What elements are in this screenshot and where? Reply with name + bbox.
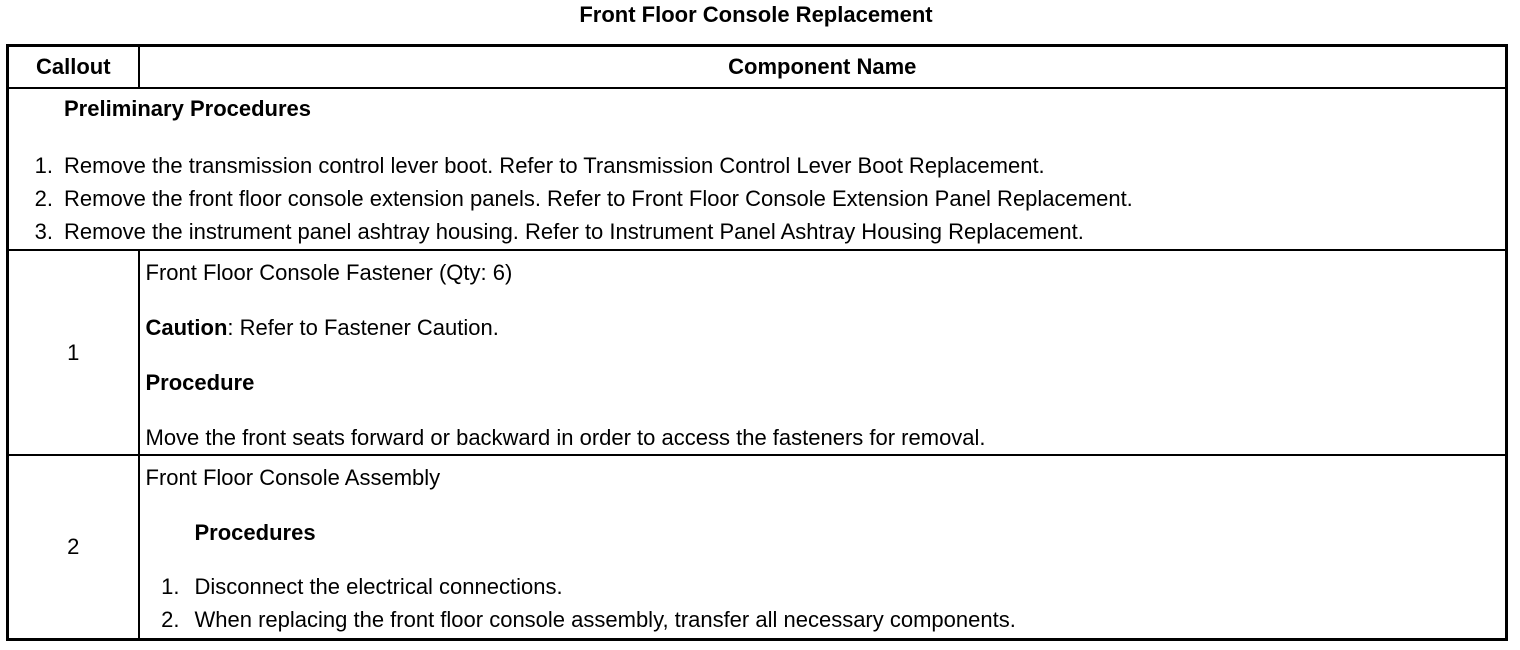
preliminary-step (9, 215, 1133, 248)
callout-header: Callout (8, 46, 139, 89)
step-text: Remove the front floor console extension panels. Refer to Front Floor Console Extension Panel Replacement. (64, 186, 1133, 211)
preliminary-step (9, 149, 1133, 182)
component-name: Front Floor Console Fastener (Qty: 6) (145, 260, 513, 285)
procedure-heading: Procedure (145, 370, 255, 395)
procedure-table (6, 44, 1508, 641)
step-number: 1. (34, 153, 53, 178)
component-name-header: Component Name (139, 46, 1507, 89)
step-number: 1. (161, 574, 180, 599)
procedures-heading: Procedures (194, 520, 316, 545)
step-number: 2. (34, 186, 53, 211)
preliminary-heading: Preliminary Procedures (64, 96, 312, 121)
component-cell (139, 455, 1507, 639)
preliminary-row (8, 88, 1507, 250)
caution-text: : Refer to Fastener Caution. (227, 315, 499, 340)
component-name: Front Floor Console Assembly (145, 465, 441, 490)
table-row (8, 455, 1507, 639)
step-text: Remove the transmission control lever boot. Refer to Transmission Control Lever Boot Replacement. (64, 153, 1045, 178)
component-cell (139, 250, 1507, 455)
caution-label: Caution (145, 315, 228, 340)
table-row (8, 250, 1507, 455)
callout-number: 2 (8, 455, 139, 639)
procedure-text: Move the front seats forward or backward in order to access the fasteners for removal. (145, 425, 986, 450)
caution-note (146, 314, 499, 342)
step-number: 2. (161, 607, 180, 632)
table-header-row (8, 46, 1507, 89)
procedure-steps (140, 570, 1016, 636)
preliminary-step (9, 182, 1133, 215)
page-title: Front Floor Console Replacement (579, 2, 933, 27)
procedure-step (140, 570, 1016, 603)
preliminary-cell (8, 88, 1507, 250)
preliminary-steps (9, 149, 1133, 248)
procedure-step (140, 603, 1016, 636)
step-text: Disconnect the electrical connections. (194, 574, 563, 599)
callout-number: 1 (8, 250, 139, 455)
step-number: 3. (34, 219, 53, 244)
step-text: When replacing the front floor console assembly, transfer all necessary components. (194, 607, 1016, 632)
step-text: Remove the instrument panel ashtray housing. Refer to Instrument Panel Ashtray Housing Replacement. (64, 219, 1084, 244)
